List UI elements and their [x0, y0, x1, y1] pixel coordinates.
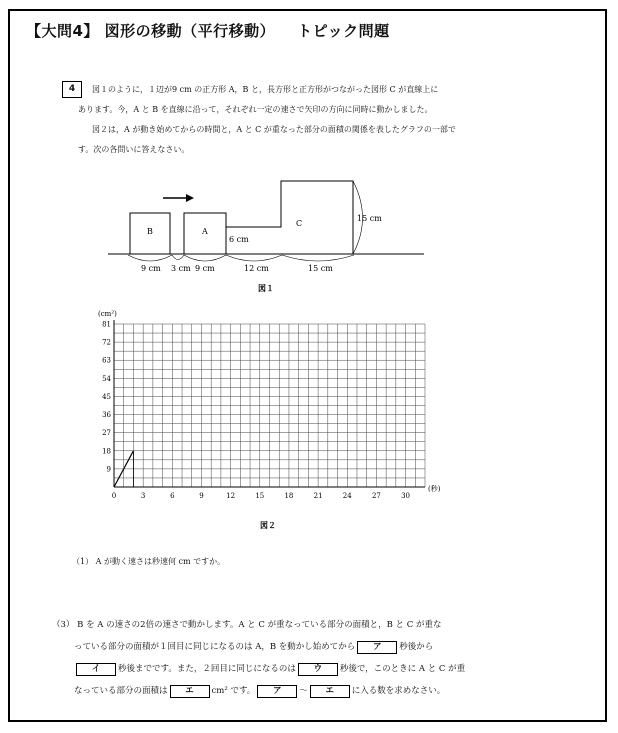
answer-box-e-ref: エ	[310, 685, 350, 698]
figure-1-caption: 図１	[258, 283, 274, 293]
y-tick-label: 54	[102, 374, 111, 383]
x-tick-label: 21	[313, 492, 323, 500]
answer-box-i: イ	[76, 663, 116, 676]
x-tick-label: 12	[226, 492, 236, 500]
brace-9b	[184, 255, 226, 261]
y-tick-label: 81	[102, 320, 111, 329]
y-tick-label: 63	[102, 356, 111, 365]
q3-text: なっている部分の面積は	[74, 686, 168, 696]
answer-box-a: ア	[357, 641, 397, 654]
chart-grid	[114, 324, 425, 487]
brace-3	[172, 255, 184, 260]
intro-line: 図１のように，１辺が9 cm の正方形 A，B と，長方形と正方形がつながった図形 C が直線上に	[92, 85, 439, 94]
answer-box-a-ref: ア	[257, 685, 297, 698]
q3-text: 秒後から	[399, 642, 434, 652]
q3-text: に入る数を求めなさい。	[351, 686, 446, 696]
q3-line-2	[52, 636, 522, 658]
x-tick-label: 24	[342, 492, 352, 500]
q3-line-4	[52, 680, 522, 702]
brace-9a	[128, 255, 172, 261]
dim-15cm-vertical: 15 cm	[357, 214, 382, 223]
y-axis-unit: (cm²)	[98, 310, 117, 318]
x-tick-label: 9	[199, 492, 204, 500]
x-tick-label: 27	[371, 492, 381, 500]
dim-3cm: 3 cm	[171, 264, 191, 273]
title-sub: トピック問題	[297, 22, 390, 40]
x-tick-label: 18	[284, 492, 294, 500]
brace-12	[226, 255, 282, 261]
q3-line-1	[52, 614, 522, 636]
problem-intro	[78, 80, 478, 160]
q3-text: B を A の速さの2倍の速さで動かします。A と C が重なっている部分の面積と，B と C が重な	[77, 620, 442, 630]
chart-ticks	[102, 321, 410, 501]
q3-line-3	[52, 658, 522, 680]
x-tick-label: 0	[111, 492, 117, 500]
figure-2-chart	[0, 300, 618, 540]
y-tick-label: 9	[106, 465, 111, 474]
y-tick-label: 18	[102, 447, 111, 456]
title-main: 【大問4】 図形の移動（平行移動）	[26, 22, 276, 40]
y-tick-label: 72	[102, 338, 111, 347]
intro-line: あります。今，A と B を直線に沿って，それぞれ一定の速さで矢印の方向に同時に動かしました。	[78, 105, 433, 114]
figure-2-caption: 図２	[260, 520, 276, 530]
q3-text: cm² です。	[211, 686, 256, 696]
dim-15cm-horizontal: 15 cm	[308, 264, 333, 273]
x-tick-label: 6	[170, 492, 175, 500]
question-1: （1） A が動く速さは秒速何 cm ですか。	[72, 557, 226, 566]
question-3	[52, 614, 522, 702]
answer-box-u: ウ	[298, 663, 338, 676]
dim-9cm-a: 9 cm	[141, 264, 161, 273]
page-title	[26, 20, 390, 41]
intro-line: 図２は，A が動き始めてからの時間と，A と C が重なった部分の面積の関係を表したグラフの一部で	[92, 125, 456, 134]
dim-6cm: 6 cm	[229, 235, 249, 244]
intro-line: す。次の各問いに答えなさい。	[78, 145, 190, 154]
q3-dash: ～	[299, 686, 308, 696]
x-tick-label: 15	[255, 492, 265, 500]
problem-number-box: 4	[62, 81, 82, 98]
brace-15h	[282, 255, 354, 261]
q3-text: っている部分の面積が１回目に同じになるのは A，B を動かし始めてから	[74, 642, 356, 652]
x-tick-label: 3	[140, 492, 146, 500]
answer-box-e: エ	[170, 685, 210, 698]
label-a: A	[202, 227, 208, 236]
x-axis-unit: (秒)	[428, 485, 441, 493]
q3-text: 秒後までです。また，２回目に同じになるのは	[118, 664, 296, 674]
y-tick-label: 27	[102, 429, 111, 438]
q3-text: 秒後で，このときに A と C が重	[339, 664, 466, 674]
label-c: C	[296, 219, 303, 228]
dim-12cm: 12 cm	[244, 264, 269, 273]
dim-9cm-b: 9 cm	[195, 264, 215, 273]
q3-number: （3）	[52, 620, 75, 630]
y-tick-label: 45	[102, 392, 111, 401]
label-b: B	[147, 227, 153, 236]
x-tick-label: 30	[401, 492, 411, 500]
arrow-icon	[186, 194, 194, 202]
y-tick-label: 36	[102, 411, 111, 420]
